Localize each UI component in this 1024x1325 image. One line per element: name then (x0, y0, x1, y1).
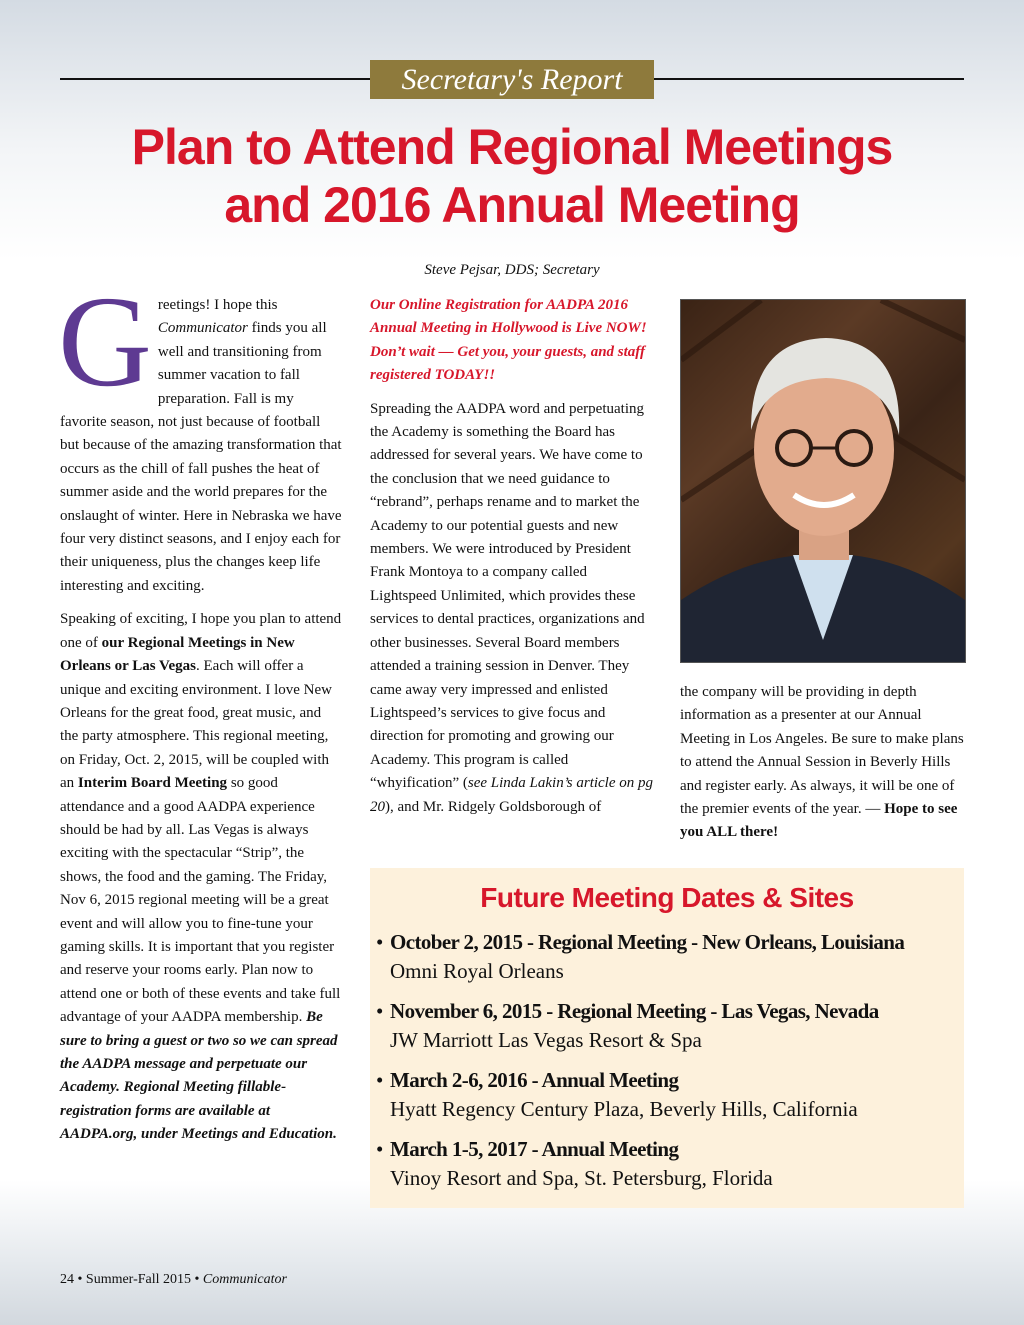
bold-text: Interim Board Meeting (77, 775, 228, 792)
author-photo (680, 299, 966, 663)
headline (0, 118, 1024, 234)
text-run: the company will be providing in depth information as a presenter at our Annual Meeting in Los Angeles. Be sure to make plans to attend the Annual Session in Beverly Hills and register early. As always, it will be one of the premier events of the year. — (680, 684, 964, 818)
meeting-list (376, 928, 961, 1204)
bold-text: our Regional Meetings in New Orleans or Las Vegas (60, 634, 295, 675)
paragraph-regional-meetings (60, 608, 342, 1146)
header-rule-right (654, 78, 964, 80)
text-run: finds you all well and transitioning from summer vacation to fall preparation. Fall is my favorite season, not just because of football but because of the amazing transformation that occurs as the chill of fall pushes the heat of summer aside and the world prepares for the onslaught of winter. Here in Nebraska we have four very distinct seasons, and I enjoy each for their uniqueness, plus the changes keep life interesting and exciting. (60, 320, 342, 594)
bullet: • (376, 1068, 384, 1092)
registration-callout: Our Online Registration for AADPA 2016 Annual Meeting in Hollywood is Live NOW! Don’t wait — Get you, your guests, and staff registered TODAY!! (370, 297, 647, 384)
meeting-title: March 1-5, 2017 - Annual Meeting (390, 1137, 679, 1161)
meeting-venue: Vinoy Resort and Spa, St. Petersburg, Florida (390, 1166, 773, 1190)
text-run: . Each will offer a unique and exciting environment. I love New Orleans for the great food, great music, and the party atmosphere. This regional meeting, on Friday, Oct. 2, 2015, will be coupled with an (60, 658, 333, 792)
bullet: • (376, 999, 384, 1023)
column-2 (370, 294, 656, 829)
drop-cap: G (58, 270, 152, 414)
footer-text: 24 • Summer-Fall 2015 • (60, 1272, 203, 1287)
paragraph-rebrand (370, 398, 656, 819)
publication-name: Communicator (157, 320, 248, 337)
section-tag: Secretary's Report (370, 60, 654, 99)
meeting-item (376, 997, 961, 1055)
paragraph-closing (680, 681, 965, 845)
footer-publication: Communicator (202, 1272, 287, 1287)
box-title: Future Meeting Dates & Sites (480, 882, 854, 913)
text-run: reetings! I hope this (157, 297, 278, 313)
text-run: so good attendance and a good AADPA experience should be had by all. Las Vegas is always exciting with the spectacular “Strip”, the shows, the food and the gaming. The Friday, Nov 6, 2015 regional meeting will be a great event and will allow you to fine-tune your gaming skills. It is important that you register and reserve your rooms early. Plan now to attend one or both of these events and take full advantage of your AADPA membership. (60, 775, 341, 1026)
bullet: • (376, 1137, 384, 1161)
headline-line-2: and 2016 Annual Meeting (224, 177, 800, 233)
meeting-venue: Hyatt Regency Century Plaza, Beverly Hills, California (390, 1097, 858, 1121)
column-3 (680, 681, 965, 855)
meeting-venue: Omni Royal Orleans (390, 959, 564, 983)
meeting-item (376, 928, 961, 986)
text-run: Spreading the AADPA word and perpetuating the Academy is something the Board has addressed for several years. We have come to the conclusion that we need guidance to “rebrand”, perhaps rename and to market the Academy to our potential guests and new members. We were introduced by President Frank Montoya to a company called Lightspeed Unlimited, which provides these services to dental practices, organizations and other businesses. Several Board members attended a training session in Denver. They came away very impressed and enlisted Lightspeed’s services to give focus and direction for promoting and growing our Academy. This program is called “whyification” ( (370, 400, 645, 792)
text-run: ), and Mr. Ridgely Goldsborough of (385, 798, 602, 815)
bullet: • (376, 930, 384, 954)
bold-italic-text: Be sure to bring a guest or two so we can spread the AADPA message and perpetuate our Academy. Regional Meeting fillable-registration forms are available at AADPA.org, under Meetings and Education. (60, 1009, 338, 1143)
meeting-venue: JW Marriott Las Vegas Resort & Spa (390, 1028, 702, 1052)
byline: Steve Pejsar, DDS; Secretary (424, 262, 600, 278)
header-rule-left (60, 78, 370, 80)
text-run: Speaking of exciting, I hope you plan to attend one of (60, 611, 342, 651)
headline-line-1: Plan to Attend Regional Meetings (131, 119, 893, 175)
meeting-item (376, 1066, 961, 1124)
meeting-title: November 6, 2015 - Regional Meeting - Las Vegas, Nevada (390, 999, 879, 1023)
column-1 (58, 270, 342, 1157)
paragraph-greeting (58, 270, 342, 598)
meeting-title: March 2-6, 2016 - Annual Meeting (390, 1068, 679, 1092)
meeting-item (376, 1135, 961, 1193)
article-reference: see Linda Lakin’s article on pg 20 (370, 775, 654, 815)
meeting-title: October 2, 2015 - Regional Meeting - New Orleans, Louisiana (390, 930, 905, 954)
page-footer (60, 1272, 287, 1288)
bold-text: Hope to see you ALL there! (680, 801, 958, 841)
future-meetings-box (370, 868, 964, 1208)
